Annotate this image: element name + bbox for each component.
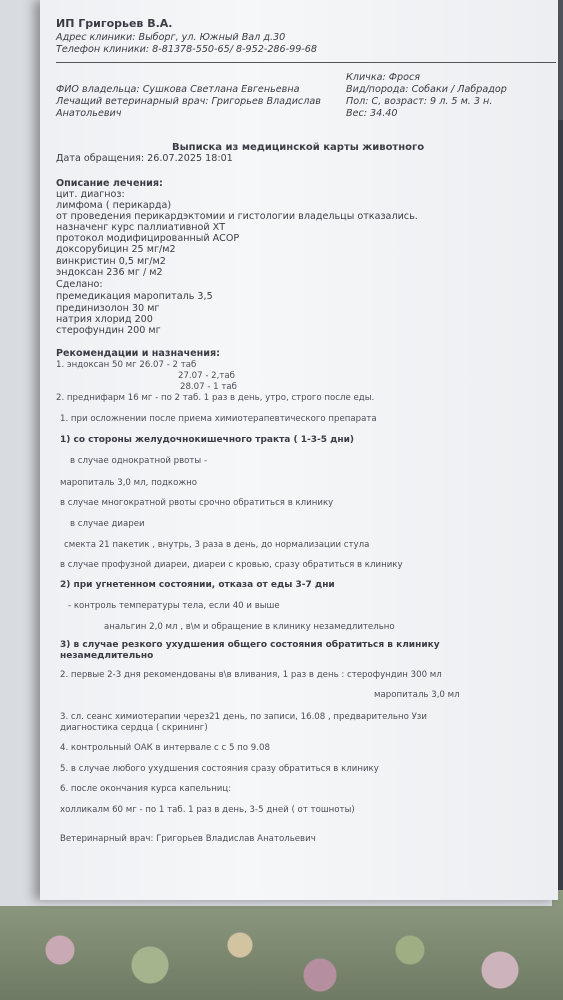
next-session-line: 3. сл. сеанс химиотерапии через21 день, по записи, 16.08 , предварительно Узи (60, 712, 427, 722)
gi-heading: 1) со стороны желудочнокишечного тракта ( 1-3-5 дни) (60, 435, 355, 445)
recommendations-heading: Рекомендации и назначения: (56, 348, 221, 359)
holikalm-line: холликалм 60 мг - по 1 таб. 1 раз в день, 3-5 дней ( от тошноты) (60, 805, 355, 815)
document-title: Выписка из медицинской карты животного (172, 142, 425, 153)
treatment-line: цит. диагноз: (56, 189, 125, 200)
severe-heading: 3) в случае резкого ухудшения общего состояния обратиться в клинику (60, 640, 440, 650)
after-course-line: 6. после окончания курса капельниц: (60, 784, 232, 794)
signature-line: Ветеринарный врач: Григорьев Владислав Анатольевич (60, 834, 316, 844)
medical-record-sheet (40, 0, 558, 900)
complications-intro: 1. при осложнении после приема химиотерапевтического препарата (60, 414, 377, 424)
depression-line: анальгин 2,0 мл , в\м и обращение в клинику незамедлительно (104, 622, 395, 632)
endoxan-line: 1. эндоксан 50 мг 26.07 - 2 таб (56, 360, 197, 370)
treatment-line: премедикация маропиталь 3,5 (56, 291, 213, 302)
endoxan-line: 27.07 - 2,таб (178, 371, 235, 381)
gi-line: смекта 21 пакетик , внутрь, 3 раза в день, до нормализации стула (64, 540, 370, 550)
prednifarm-line: 2. преднифарм 16 мг - по 2 таб. 1 раз в день, утро, строго после еды. (56, 393, 375, 403)
oak-line: 4. контрольный ОАК в интервале с с 5 по 9.08 (60, 743, 270, 753)
next-session-line-cont: диагностика сердца ( скрининг) (60, 723, 208, 733)
endoxan-line: 28.07 - 1 таб (180, 382, 237, 392)
pet-species: Вид/порода: Собаки / Лабрадор (346, 84, 507, 95)
infusions-line-cont: маропиталь 3,0 мл (374, 690, 460, 700)
gi-line: в случае профузной диареи, диареи с кровью, сразу обратиться в клинику (60, 560, 403, 570)
doctor-name-cont: Анатольевич (56, 108, 122, 119)
gi-line: в случае однократной рвоты - (70, 456, 208, 466)
owner-name: ФИО владельца: Сушкова Светлана Евгеньевна (56, 84, 300, 95)
infusions-line: 2. первые 2-3 дня рекомендованы в\в вливания, 1 раз в день : стерофундин 300 мл (60, 670, 442, 680)
pet-name: Кличка: Фрося (346, 72, 421, 83)
worsening-line: 5. в случае любого ухудшения состояния сразу обратиться в клинику (60, 764, 379, 774)
gi-line: в случае многократной рвоты срочно обратиться в клинику (60, 498, 334, 508)
visit-date: Дата обращения: 26.07.2025 18:01 (56, 153, 233, 164)
depression-line: - контроль температуры тела, если 40 и выше (68, 601, 280, 611)
clinic-address: Адрес клиники: Выборг, ул. Южный Вал д.30 (56, 32, 286, 43)
treatment-line: винкристин 0,5 мг/м2 (56, 256, 166, 267)
fabric-background (0, 890, 563, 1000)
pet-sex-age: Пол: С, возраст: 9 л. 5 м. 3 н. (346, 96, 493, 107)
severe-heading-cont: незамедлительно (60, 651, 154, 661)
treatment-line: лимфома ( перикарда) (56, 200, 172, 211)
clinic-name: ИП Григорьев В.А. (56, 17, 173, 30)
treatment-line: доксорубицин 25 мг/м2 (56, 244, 176, 255)
doctor-name: Лечащий ветеринарный врач: Григорьев Владислав (56, 96, 321, 107)
treatment-line: протокол модифицированный АСОР (56, 233, 240, 244)
treatment-line: эндоксан 236 мг / м2 (56, 267, 163, 278)
pet-weight: Вес: 34.40 (346, 108, 398, 119)
clinic-phone: Телефон клиники: 8-81378-550-65/ 8-952-286-99-68 (56, 44, 317, 55)
gi-line: маропиталь 3,0 мл, подкожно (60, 478, 197, 488)
treatment-heading: Описание лечения: (56, 178, 163, 189)
depression-heading: 2) при угнетенном состоянии, отказа от еды 3-7 дни (60, 580, 335, 590)
treatment-line: стерофундин 200 мг (56, 325, 161, 336)
treatment-line: от проведения перикардэктомии и гистологии владельцы отказались. (56, 211, 418, 222)
header-divider (56, 62, 556, 63)
treatment-line: натрия хлорид 200 (56, 314, 153, 325)
treatment-line: назначенг курс паллиативной ХТ (56, 222, 226, 233)
gi-line: в случае диареи (70, 519, 145, 529)
treatment-line: прединизолон 30 мг (56, 303, 160, 314)
treatment-line: Сделано: (56, 279, 103, 290)
